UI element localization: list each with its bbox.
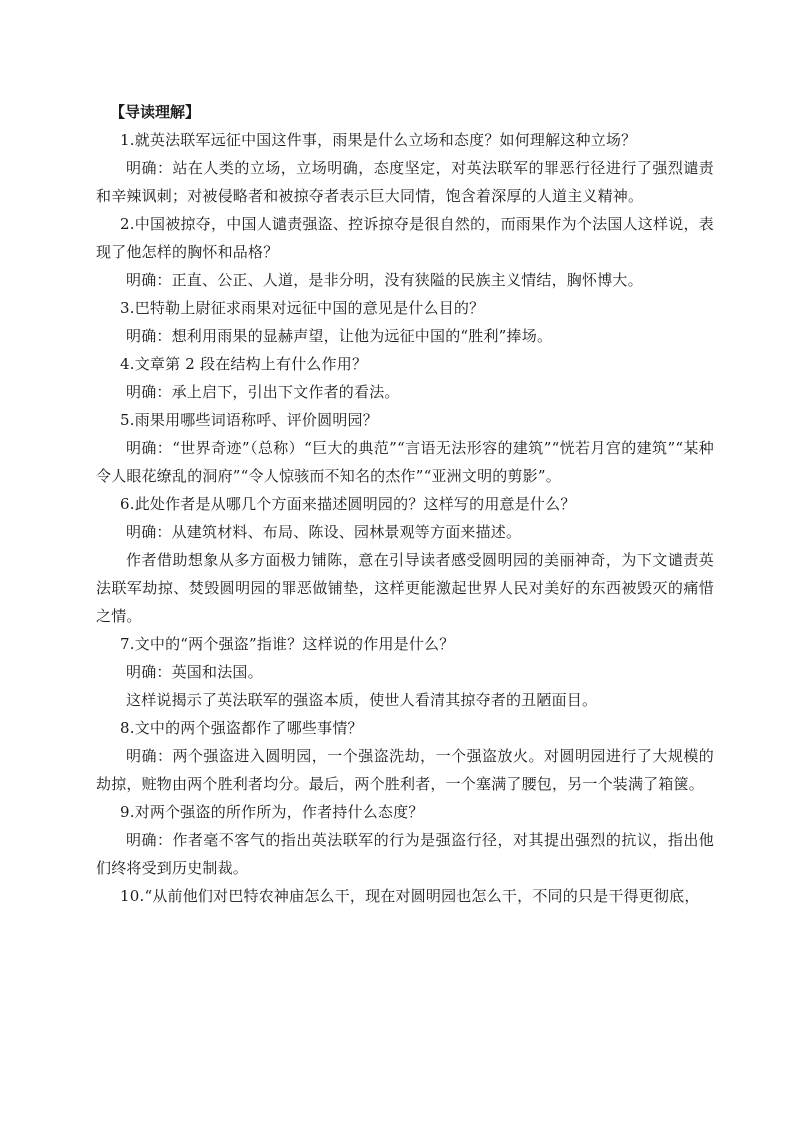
paragraph-list bbox=[96, 126, 714, 910]
question-paragraph: 10.“从前他们对巴特农神庙怎么干，现在对圆明园也怎么干，不同的只是干得更彻底， bbox=[120, 887, 700, 905]
question-paragraph: 8.文中的两个强盗都作了哪些事情？ bbox=[120, 719, 363, 737]
guided-reading-section bbox=[96, 98, 714, 910]
answer-paragraph: 明确：作者毫不客气的指出英法联军的行为是强盗行径，对其提出强烈的抗议，指出他们终将受到历史制裁。 bbox=[96, 831, 714, 877]
answer-paragraph: 明确：承上启下，引出下文作者的看法。 bbox=[126, 383, 400, 401]
question-paragraph: 3.巴特勒上尉征求雨果对远征中国的意见是什么目的？ bbox=[120, 299, 485, 317]
section-title: 【导读理解】 bbox=[110, 103, 201, 121]
answer-paragraph: 明确：英国和法国。 bbox=[126, 663, 263, 681]
answer-paragraph: 明确：从建筑材料、布局、陈设、园林景观等方面来描述。 bbox=[126, 523, 522, 541]
question-paragraph: 4.文章第 2 段在结构上有什么作用？ bbox=[120, 355, 368, 373]
answer-paragraph: 明确：“世界奇迹”（总称）“巨大的典范”“言语无法形容的建筑”“恍若月宫的建筑”“某种令人眼花缭乱的洞府”“令人惊骇而不知名的杰作”“亚洲文明的剪影”。 bbox=[96, 439, 714, 485]
answer-paragraph: 明确：想利用雨果的显赫声望，让他为远征中国的“胜利”捧场。 bbox=[126, 327, 553, 345]
answer-paragraph: 明确：两个强盗进入圆明园，一个强盗洗劫，一个强盗放火。对圆明园进行了大规模的劫掠，赃物由两个胜利者均分。最后，两个胜利者，一个塞满了腰包，另一个装满了箱箧。 bbox=[96, 747, 714, 793]
question-paragraph: 2.中国被掠夺，中国人谴责强盗、控诉掠夺是很自然的，而雨果作为个法国人这样说，表现了他怎样的胸怀和品格？ bbox=[96, 215, 714, 261]
question-paragraph: 9.对两个强盗的所作所为，作者持什么态度？ bbox=[120, 803, 424, 821]
question-paragraph: 6.此处作者是从哪几个方面来描述圆明园的？这样写的用意是什么？ bbox=[120, 495, 576, 513]
answer-paragraph: 作者借助想象从多方面极力铺陈，意在引导读者感受圆明园的美丽神奇，为下文谴责英法联军劫掠、焚毁圆明园的罪恶做铺垫，这样更能激起世界人民对美好的东西被毁灭的痛惜之情。 bbox=[96, 551, 714, 625]
question-paragraph: 5.雨果用哪些词语称呼、评价圆明园？ bbox=[120, 411, 378, 429]
answer-paragraph: 明确：站在人类的立场，立场明确，态度坚定，对英法联军的罪恶行径进行了强烈谴责和辛辣讽刺；对被侵略者和被掠夺者表示巨大同情，饱含着深厚的人道主义精神。 bbox=[96, 159, 714, 205]
question-paragraph: 1.就英法联军远征中国这件事，雨果是什么立场和态度？如何理解这种立场？ bbox=[120, 131, 637, 149]
answer-paragraph: 这样说揭示了英法联军的强盗本质，使世人看清其掠夺者的丑陋面目。 bbox=[126, 691, 598, 709]
answer-paragraph: 明确：正直、公正、人道，是非分明，没有狭隘的民族主义情结，胸怀博大。 bbox=[126, 271, 643, 289]
question-paragraph: 7.文中的“两个强盗”指谁？这样说的作用是什么？ bbox=[120, 635, 455, 653]
